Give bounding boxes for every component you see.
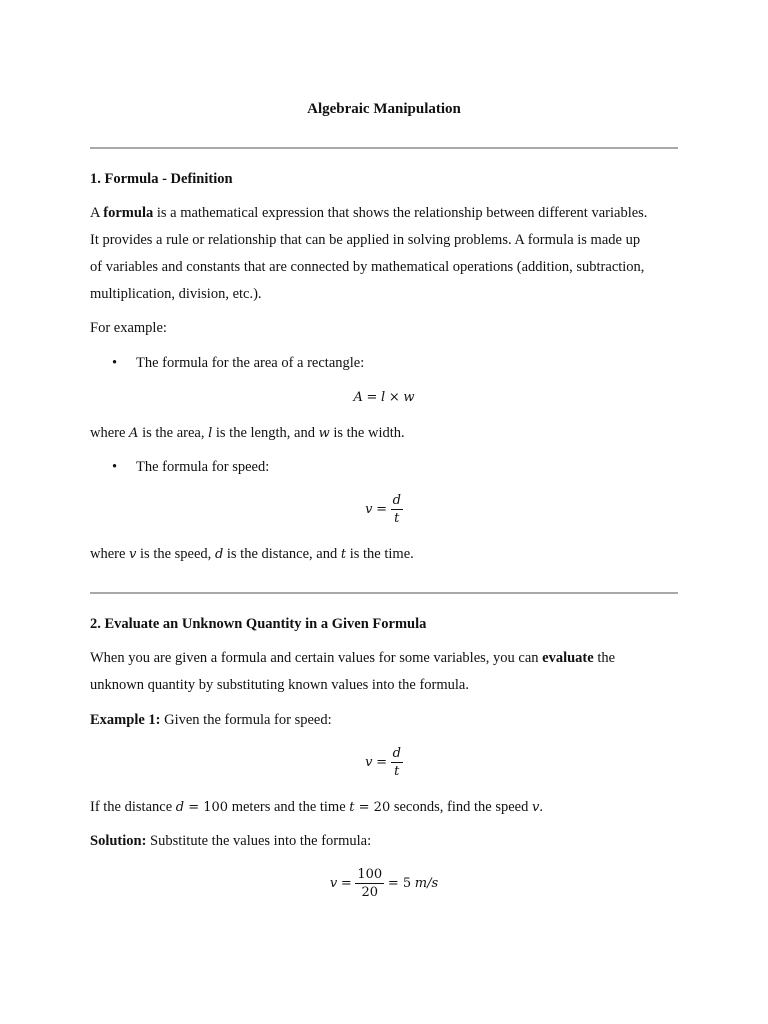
- intro-line-1: A formula is a mathematical expression that shows the relationship between different variables.: [90, 205, 648, 221]
- equation-area: A = l × w: [353, 390, 415, 405]
- bullet-dot: •: [112, 355, 118, 371]
- intro-line-4: multiplication, division, etc.).: [90, 286, 262, 302]
- equation-speed-example: v = $\frac{d}{t}$: [365, 746, 401, 779]
- where-speed-text: where v is the speed, d is the distance, and t is the time.: [90, 546, 414, 562]
- given-values-text: If the distance d = 100 meters and the time t = 20 seconds, find the speed v.: [90, 799, 543, 815]
- bold-term-evaluate: evaluate: [542, 650, 594, 666]
- intro-line-3: of variables and constants that are connected by mathematical operations (addition, subtraction,: [90, 259, 645, 275]
- fraction: $\frac{d}{t}$: [392, 746, 401, 779]
- bold-term-formula: formula: [103, 205, 154, 221]
- intro-line-2: unknown quantity by substituting known values into the formula.: [90, 677, 469, 693]
- divider: [90, 147, 678, 149]
- divider: [90, 592, 678, 594]
- equation-solution: v = $\frac{100}{20}$ = 5 m/s: [329, 867, 439, 900]
- solution: Solution: Substitute the values into the formula:: [90, 833, 372, 849]
- page-title: Algebraic Manipulation: [307, 101, 461, 117]
- example-label: Example 1:: [90, 712, 161, 728]
- solution-label: Solution:: [90, 833, 147, 849]
- equation-speed: v = $\frac{d}{t}$: [365, 493, 401, 526]
- section-1-intro: [90, 200, 678, 308]
- fraction: $\frac{d}{t}$: [392, 493, 401, 526]
- bullet-dot: •: [112, 459, 118, 475]
- where-area-text: where A is the area, l is the length, and w is the width.: [90, 425, 405, 441]
- intro-line-2: It provides a rule or relationship that can be applied in solving problems. A formula is made up: [90, 232, 641, 248]
- section-2-intro: [90, 645, 678, 699]
- section-2-heading: 2. Evaluate an Unknown Quantity in a Given Formula: [90, 616, 427, 632]
- example-1: Example 1: Given the formula for speed:: [90, 712, 332, 728]
- intro-line-1: When you are given a formula and certain values for some variables, you can evaluate the: [90, 650, 616, 666]
- fraction: $\frac{100}{20}$: [357, 867, 383, 900]
- section-1-heading: 1. Formula - Definition: [90, 171, 233, 187]
- bullet-area-rectangle: The formula for the area of a rectangle:: [136, 355, 365, 371]
- for-example-label: For example:: [90, 320, 167, 336]
- bullet-speed: The formula for speed:: [136, 459, 270, 475]
